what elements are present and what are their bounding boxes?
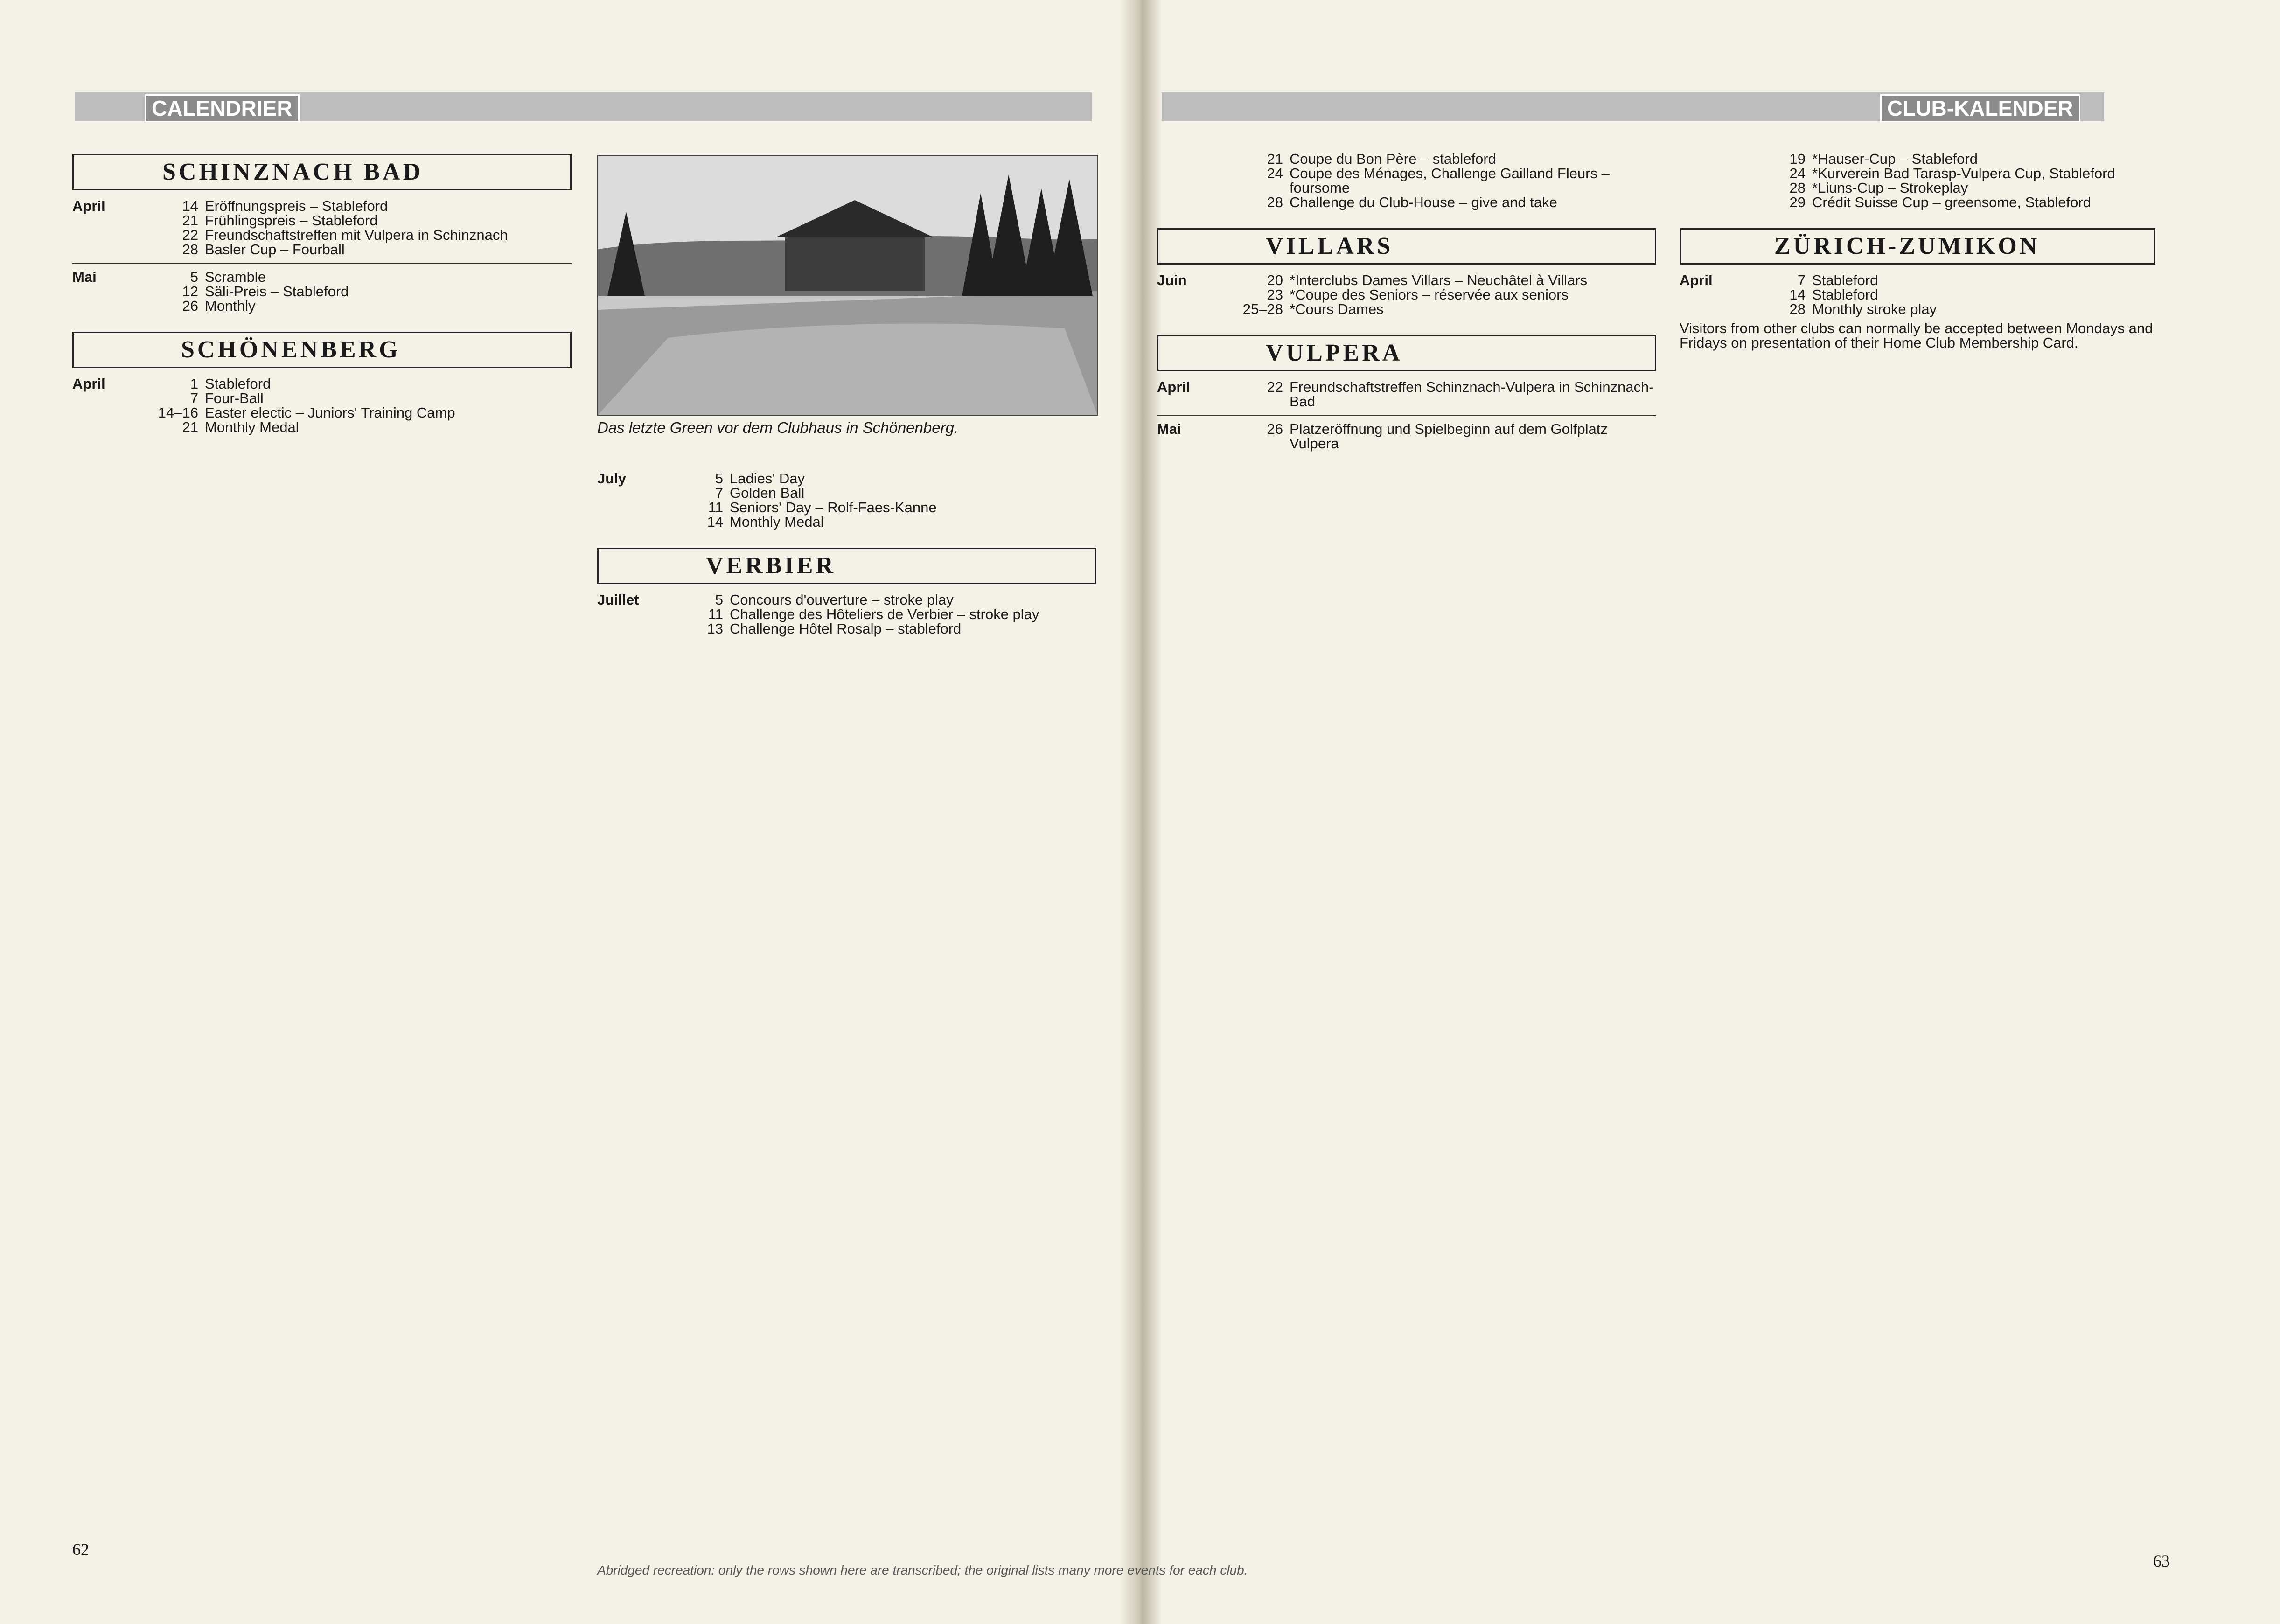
calendar-date: 24 [1267,165,1283,181]
calendar-row [1157,380,1656,409]
calendar-month: April [1680,272,1713,288]
visitors-note: Visitors from other clubs can normally be accepted between Mondays and Fridays on presentation of their Home Club Membership Card. [1680,320,2153,351]
calendar-month [1680,181,1750,195]
calendar-row [1680,287,2155,302]
calendar-event: Monthly Medal [730,514,824,530]
calendar-event: Monthly [205,298,256,314]
calendar-date: 22 [1267,379,1283,395]
calendar-event: Crédit Suisse Cup – greensome, Stableford [1812,194,2091,210]
calendar-month [1157,302,1227,316]
calendar-event: Challenge des Hôteliers de Verbier – stroke play [730,606,1039,622]
club-title-schinznach: SCHINZNACH BAD [72,154,572,190]
calendar-row [1157,422,1656,451]
calendar-event: Freundschaftstreffen Schinznach-Vulpera in Schinznach-Bad [1290,379,1654,410]
calendar-row [1680,181,2155,195]
calendar-month: Mai [1157,421,1181,437]
calendar-event: Challenge du Club-House – give and take [1290,194,1557,210]
calendar-month [72,299,142,313]
month-divider [72,263,572,264]
calendar-row [1680,195,2155,209]
verbier-rows [597,592,1096,636]
calendar-row [1157,273,1656,287]
calendar-date: 14–16 [158,404,198,421]
calendar-event: Monthly stroke play [1812,301,1937,317]
calendar-date: 1 [190,376,198,392]
calendar-month [1157,195,1227,209]
calendar-date: 22 [182,227,198,243]
calendar-month [72,405,142,420]
calendar-date: 28 [1267,194,1283,210]
calendar-row [1157,302,1656,316]
calendar-date: 25–28 [1242,301,1283,317]
calendar-month: Juillet [597,592,639,608]
calendar-month [597,486,667,500]
calendar-date: 14 [182,198,198,214]
calendar-date: 29 [1789,194,1806,210]
vulpera-rows [1157,380,1656,451]
calendar-event: *Coupe des Seniors – réservée aux seniors [1290,286,1569,303]
calendar-date: 5 [190,269,198,285]
calendar-event: Monthly Medal [205,419,299,435]
club-title-schoenenberg: SCHÖNENBERG [72,332,572,368]
right-banner-label: CLUB-KALENDER [1880,94,2080,122]
calendar-row [72,242,572,257]
schinznach-rows [72,199,572,313]
left-section-banner [75,92,1092,121]
calendar-month [1157,152,1227,166]
calendar-date: 13 [707,620,723,637]
calendar-date: 24 [1789,165,1806,181]
calendar-row [72,376,572,391]
calendar-month: July [597,470,627,487]
calendar-date: 7 [190,390,198,406]
calendar-row [597,621,1096,636]
calendar-date: 19 [1789,151,1806,167]
calendar-event: Ladies' Day [730,470,805,487]
calendar-date: 28 [182,241,198,258]
club-title-zurich: ZÜRICH-ZUMIKON [1680,228,2155,265]
calendar-date: 26 [182,298,198,314]
schoenenberg-rows [72,376,572,434]
calendar-row [72,299,572,313]
calendar-event: Stableford [1812,272,1878,288]
calendar-month: April [1157,379,1190,395]
calendar-month [597,515,667,529]
calendar-month [72,213,142,228]
page-number-left: 62 [72,1540,89,1559]
calendar-row [72,391,572,405]
calendar-month [1680,287,1750,302]
calendar-event: Platzeröffnung und Spielbeginn auf dem Golfplatz Vulpera [1290,421,1608,452]
calendar-date: 26 [1267,421,1283,437]
zurich-rows [1680,273,2155,316]
calendar-event: Freundschaftstreffen mit Vulpera in Schinznach [205,227,508,243]
abridged-note: Abridged recreation: only the rows shown here are transcribed; the original lists many more events for each club. [597,1563,1248,1577]
clubhouse-photo-image [598,156,1097,415]
calendar-event: *Hauser-Cup – Stableford [1812,151,1978,167]
calendar-row [72,199,572,213]
calendar-date: 5 [715,592,723,608]
calendar-date: 7 [715,485,723,501]
club-title-villars: VILLARS [1157,228,1656,265]
calendar-row [597,515,1096,529]
calendar-date: 28 [1789,180,1806,196]
right-section-banner [1162,92,2104,121]
calendar-month: April [72,376,105,392]
calendar-date: 5 [715,470,723,487]
right-col2-rows [1680,152,2155,209]
calendar-row [72,270,572,284]
calendar-month [597,500,667,515]
right-left-column [1157,152,1656,451]
calendar-row [1680,273,2155,287]
calendar-event: *Cours Dames [1290,301,1384,317]
calendar-event: Easter electic – Juniors' Training Camp [205,404,455,421]
club-title-vulpera: VULPERA [1157,335,1656,371]
calendar-month [1157,166,1227,195]
calendar-date: 21 [1267,151,1283,167]
july-rows [597,471,1096,529]
calendar-row [72,405,572,420]
calendar-event: Coupe du Bon Père – stableford [1290,151,1496,167]
calendar-month [1680,166,1750,181]
clubhouse-photo [597,155,1098,416]
calendar-row [1157,166,1656,195]
calendar-row [597,471,1096,486]
calendar-row [1157,287,1656,302]
calendar-date: 7 [1797,272,1806,288]
calendar-date: 21 [182,212,198,229]
calendar-month [1680,195,1750,209]
calendar-row [1680,152,2155,166]
calendar-month [72,228,142,242]
calendar-row [72,228,572,242]
calendar-row [1680,302,2155,316]
calendar-month [597,621,667,636]
calendar-month [1680,152,1750,166]
calendar-date: 21 [182,419,198,435]
calendar-event: Seniors' Day – Rolf-Faes-Kanne [730,499,937,516]
calendar-event: Säli-Preis – Stableford [205,283,349,300]
calendar-month: Mai [72,269,97,285]
calendar-month [72,242,142,257]
schinznach-column [72,154,572,434]
calendar-row [597,607,1096,621]
calendar-month [1157,287,1227,302]
calendar-month [1680,302,1750,316]
calendar-event: *Kurverein Bad Tarasp-Vulpera Cup, Stableford [1812,165,2115,181]
calendar-event: Concours d'ouverture – stroke play [730,592,954,608]
calendar-event: Basler Cup – Fourball [205,241,345,258]
calendar-event: Four-Ball [205,390,264,406]
right-top-rows [1157,152,1656,209]
calendar-date: 14 [1789,286,1806,303]
calendar-event: Challenge Hôtel Rosalp – stableford [730,620,962,637]
villars-rows [1157,273,1656,316]
calendar-date: 23 [1267,286,1283,303]
calendar-month: April [72,198,105,214]
calendar-row [72,420,572,434]
calendar-event: Golden Ball [730,485,805,501]
calendar-event: Stableford [1812,286,1878,303]
page-gutter [1120,0,1162,1624]
calendar-row [1157,152,1656,166]
calendar-month [72,391,142,405]
month-divider [1157,415,1656,416]
left-banner-label: CALENDRIER [145,94,300,122]
calendar-date: 11 [708,499,723,516]
calendar-date: 28 [1789,301,1806,317]
calendar-month [72,284,142,299]
calendar-month [597,607,667,621]
calendar-row [597,592,1096,607]
calendar-date: 20 [1267,272,1283,288]
club-title-verbier: VERBIER [597,548,1096,584]
calendar-event: *Interclubs Dames Villars – Neuchâtel à Villars [1290,272,1588,288]
calendar-event: Scramble [205,269,266,285]
calendar-date: 12 [182,283,198,300]
calendar-event: *Liuns-Cup – Strokeplay [1812,180,1968,196]
right-right-column [1680,152,2155,350]
calendar-event: Frühlingspreis – Stableford [205,212,378,229]
calendar-date: 14 [707,514,723,530]
calendar-month [72,420,142,434]
calendar-row [597,500,1096,515]
calendar-row [1680,166,2155,181]
calendar-event: Stableford [205,376,271,392]
calendar-event: Eröffnungspreis – Stableford [205,198,388,214]
calendar-row [1157,195,1656,209]
photo-caption: Das letzte Green vor dem Clubhaus in Schönenberg. [597,419,959,436]
page-number-right: 63 [2153,1552,2170,1570]
calendar-event: Coupe des Ménages, Challenge Gailland Fleurs – foursome [1290,165,1610,196]
calendar-date: 11 [708,606,723,622]
middle-column [597,471,1096,636]
calendar-row [72,284,572,299]
calendar-row [597,486,1096,500]
calendar-month: Juin [1157,272,1187,288]
calendar-row [72,213,572,228]
